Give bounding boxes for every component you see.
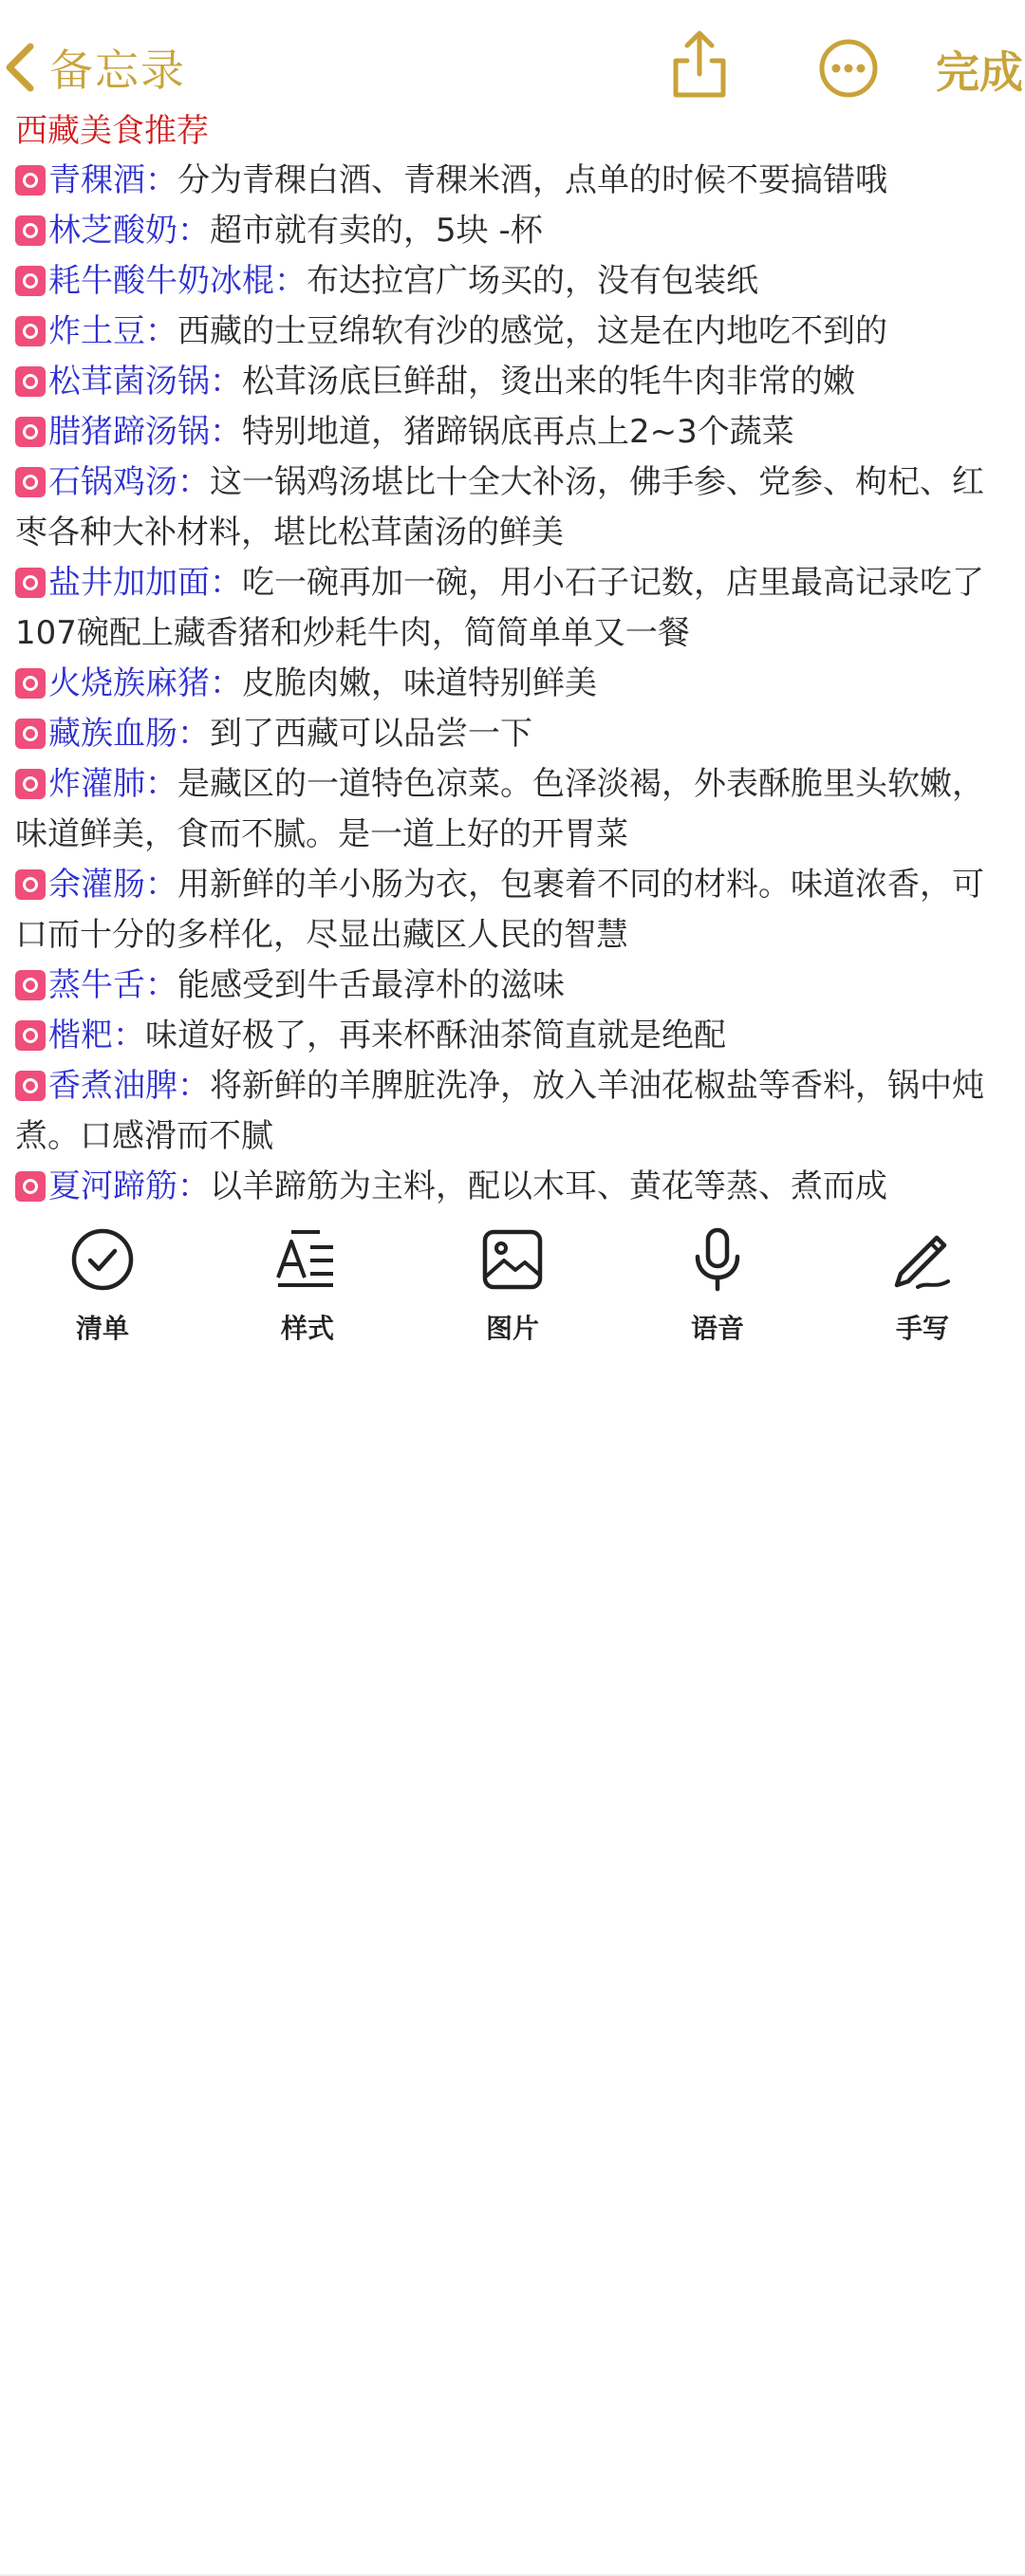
food-description: 特别地道，猪蹄锅底再点上2~3个蔬菜 (242, 413, 794, 451)
food-description: 皮脆肉嫩，味道特别鲜美 (242, 664, 597, 702)
note-item (15, 860, 1012, 961)
food-description: 布达拉宫广场买的，没有包装纸 (307, 262, 758, 300)
share-button[interactable] (668, 28, 731, 104)
separator: ： (210, 664, 242, 702)
separator: ： (210, 564, 242, 602)
bullet-icon (15, 215, 46, 246)
note-item (15, 206, 1012, 256)
food-description: 超市就有卖的，5块 -杯 (210, 212, 543, 250)
food-name: 炸灌肺 (48, 765, 145, 803)
note-item (15, 759, 1012, 860)
food-name: 盐井加加面 (48, 564, 210, 602)
food-name: 耗牛酸牛奶冰棍 (48, 262, 274, 300)
separator: ： (145, 312, 177, 350)
food-name: 夏河蹄筋 (48, 1167, 177, 1205)
bullet-icon (15, 970, 46, 1000)
image-icon (479, 1226, 546, 1293)
checklist-button[interactable] (46, 1226, 159, 1346)
format-label: 样式 (280, 1313, 334, 1344)
food-name: 石锅鸡汤 (48, 463, 177, 501)
note-item (15, 156, 1012, 206)
note-item (15, 1162, 1012, 1212)
note-title: 西藏美食推荐 (15, 112, 209, 150)
note-item (15, 1011, 1012, 1061)
microphone-icon (684, 1226, 751, 1293)
bottom-toolbar (0, 1215, 1025, 1367)
food-description: 分为青稞白酒、青稞米酒，点单的时候不要搞错哦 (177, 161, 887, 199)
checklist-icon (69, 1226, 136, 1293)
food-description: 松茸汤底巨鲜甜，烫出来的牦牛肉非常的嫩 (242, 363, 855, 401)
note-item (15, 659, 1012, 709)
separator: ： (210, 363, 242, 401)
food-name: 青稞酒 (48, 161, 145, 199)
food-name: 腊猪蹄汤锅 (48, 413, 210, 451)
image-button[interactable] (456, 1226, 569, 1346)
note-item (15, 558, 1012, 659)
format-button[interactable] (251, 1226, 364, 1346)
food-name: 余灌肠 (48, 866, 145, 904)
food-description: 到了西藏可以品尝一下 (210, 715, 532, 753)
separator: ： (145, 161, 177, 199)
bullet-icon (15, 568, 46, 598)
bullet-icon (15, 668, 46, 699)
separator: ： (145, 765, 177, 803)
food-description: 用新鲜的羊小肠为衣，包裹着不同的材料。味道浓香，可口而十分的多样化，尽显出藏区人民的智慧 (15, 866, 984, 954)
note-item (15, 1061, 1012, 1162)
food-name: 蒸牛舌 (48, 966, 145, 1004)
pen-icon (889, 1226, 956, 1293)
food-name: 松茸菌汤锅 (48, 363, 210, 401)
bullet-icon (15, 1071, 46, 1101)
food-description: 以羊蹄筋为主料，配以木耳、黄花等蒸、煮而成 (210, 1167, 887, 1205)
more-button[interactable] (818, 38, 879, 103)
food-name: 炸土豆 (48, 312, 145, 350)
food-name: 楷粑 (48, 1017, 113, 1055)
separator: ： (210, 413, 242, 451)
food-name: 藏族血肠 (48, 715, 177, 753)
note-item (15, 961, 1012, 1011)
separator: ： (113, 1017, 145, 1055)
food-name: 林芝酸奶 (48, 212, 177, 250)
bullet-icon (15, 769, 46, 799)
note-item (15, 256, 1012, 307)
note-item (15, 457, 1012, 558)
more-icon (818, 38, 879, 99)
separator: ： (177, 212, 210, 250)
chevron-left-icon (4, 41, 36, 94)
voice-button[interactable] (661, 1226, 774, 1346)
food-name: 火烧族麻猪 (48, 664, 210, 702)
note-item (15, 357, 1012, 407)
bullet-icon (15, 467, 46, 497)
note-items (15, 156, 1012, 1212)
text-format-icon (274, 1226, 341, 1293)
done-button[interactable]: 完成 (936, 47, 1023, 98)
note-item (15, 307, 1012, 357)
separator: ： (145, 866, 177, 904)
share-icon (668, 28, 731, 101)
food-description: 是藏区的一道特色凉菜。色泽淡褐，外表酥脆里头软嫩，味道鲜美，食而不腻。是一道上好的开胃菜 (15, 765, 984, 853)
bullet-icon (15, 417, 46, 447)
back-label: 备忘录 (49, 45, 186, 96)
separator: ： (145, 966, 177, 1004)
bullet-icon (15, 316, 46, 346)
checklist-label: 清单 (75, 1313, 129, 1344)
bullet-icon (15, 869, 46, 900)
bullet-icon (15, 719, 46, 749)
food-description: 吃一碗再加一碗，用小石子记数，店里最高记录吃了107碗配上藏香猪和炒耗牛肉，简简单单又一餐 (15, 564, 984, 652)
note-body[interactable] (15, 106, 1012, 1212)
bullet-icon (15, 266, 46, 296)
food-description: 能感受到牛舌最淳朴的滋味 (177, 966, 565, 1004)
food-name: 香煮油脾 (48, 1067, 177, 1105)
bullet-icon (15, 1020, 46, 1051)
food-description: 将新鲜的羊脾脏洗净，放入羊油花椒盐等香料，锅中炖煮。口感滑而不腻 (15, 1067, 984, 1155)
bullet-icon (15, 1171, 46, 1202)
separator: ： (274, 262, 307, 300)
navigation-bar (0, 0, 1025, 104)
note-item (15, 709, 1012, 759)
food-description: 这一锅鸡汤堪比十全大补汤，佛手参、党参、枸杞、红枣各种大补材料，堪比松茸菌汤的鲜美 (15, 463, 984, 551)
separator: ： (177, 1167, 210, 1205)
handwriting-button[interactable] (866, 1226, 979, 1346)
image-label: 图片 (485, 1313, 539, 1344)
separator: ： (177, 463, 210, 501)
bullet-icon (15, 165, 46, 196)
separator: ： (177, 715, 210, 753)
back-button[interactable] (4, 34, 186, 101)
separator: ： (177, 1067, 210, 1105)
note-item (15, 407, 1012, 457)
food-description: 味道好极了，再来杯酥油茶简直就是绝配 (145, 1017, 726, 1055)
bullet-icon (15, 366, 46, 397)
voice-label: 语音 (690, 1313, 744, 1344)
handwriting-label: 手写 (895, 1313, 949, 1344)
food-description: 西藏的士豆绵软有沙的感觉，这是在内地吃不到的 (177, 312, 887, 350)
